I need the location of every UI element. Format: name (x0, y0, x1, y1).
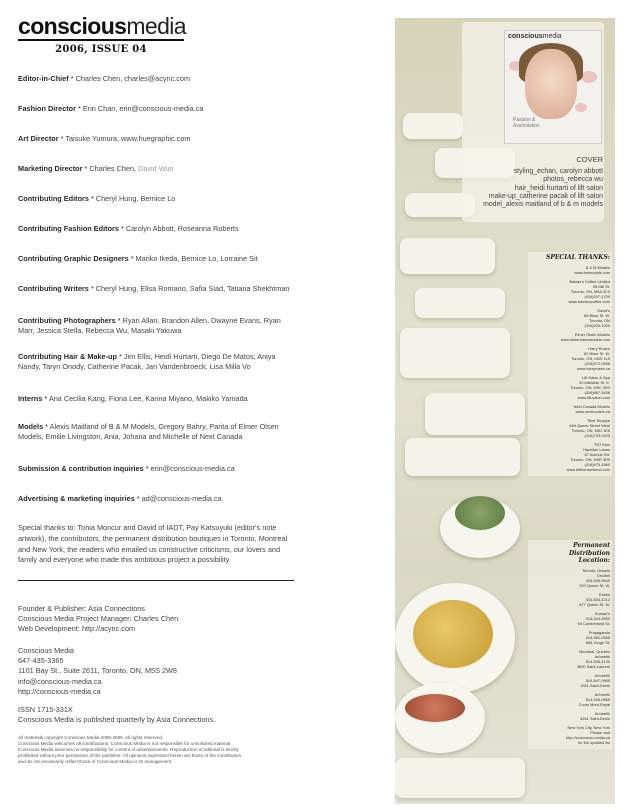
magazine-logo (18, 13, 187, 39)
sponsor-entry-line: 90 Adelaide St. E. (579, 380, 610, 385)
distribution-entry-line: 200 Queen St. W. (579, 582, 610, 588)
sponsor-entry (528, 332, 610, 342)
credit-names: Erin Chan, erin@conscious-media.ca (82, 104, 204, 113)
distribution-entry-line: 416-324-9550 (585, 615, 610, 621)
sponsor-entry (528, 418, 610, 438)
credit-entry: Contributing Fashion Editors * Carolyn Abbott, Roseanna Roberts (18, 224, 239, 233)
logo-bold-text: conscious (18, 13, 127, 39)
credit-names: ad@conscious-media.ca (141, 494, 222, 503)
credit-names: Mariko Ikeda, Bernice Lo, Lorraine Sit (135, 254, 258, 263)
cover-model-face (525, 49, 577, 119)
cover-thumb-logo (508, 33, 562, 40)
credit-entry: Marketing Director * Charles Chen, David Wun (18, 164, 174, 173)
credit-role: Contributing Editors (18, 194, 89, 203)
distribution-entry-line: New York City, New York (567, 724, 610, 730)
distribution-entry-line: Arômetik (594, 653, 610, 659)
credit-names: Cheryl Hung, Elisa Romano, Safia Siad, Tatiana Shekhtman (95, 284, 290, 293)
sponsor-entry-line: www.balzacscoffee.com (568, 299, 610, 304)
sponsor-entry-line: Toronto, ON, M5C 2R4 (570, 385, 610, 390)
cover-thumbnail (504, 30, 602, 144)
distribution-entry-line: Toronto, Ontario (582, 567, 610, 573)
credit-role: Contributing Fashion Editors (18, 224, 119, 233)
distribution-entry (528, 611, 610, 626)
sponsor-entry-line: Lift Salon & Spa (582, 375, 610, 380)
petal-shape (575, 103, 587, 112)
sponsor-entry-line: (416)920-1000 (584, 323, 610, 328)
plate-shape (403, 113, 463, 139)
sponsor-entry-line: 55 Mill St. (592, 284, 610, 289)
thanks-paragraph: Special thanks to: Tonia Moncur and David of IADT, Pay Katsuyuki (editor's note artwork), the contributors, the permanent distribution boutiques in Toronto, Montreal and New York, the readers who emailed us constructive criticisms, our lovers and family and everyone who made this ambitious project a possibility. (18, 523, 288, 565)
credit-names: erin@conscious-media.ca (150, 464, 235, 473)
cover-credit-line: make-up_catherine pacak of lift salon (488, 192, 603, 200)
distribution-entry (528, 673, 610, 688)
credit-role: Contributing Graphic Designers (18, 254, 129, 263)
sponsor-entry-line: 664 Queen Street West (569, 423, 610, 428)
sponsor-entry (528, 308, 610, 328)
publishing-frequency-line: Conscious Media is published quarterly by Asia Connections. (18, 715, 216, 725)
contact-phone: 647-435-3365 (18, 656, 64, 666)
sponsor-entry-line: 66 Bloor St. W. (584, 313, 610, 318)
distribution-entry (528, 725, 610, 745)
sponsor-entry-line: Balzac's Coffee Limited (569, 279, 610, 284)
distribution-entry-line: 416-504-4212 (585, 596, 610, 602)
credit-role: Marketing Director (18, 164, 83, 173)
garnish-shape (455, 496, 505, 530)
sponsor-entry-line: www.elmerolsenmodels.com (560, 337, 610, 342)
section-divider (18, 580, 294, 581)
distribution-entry (528, 649, 610, 669)
fine-print (18, 735, 308, 765)
credit-entry: Contributing Editors * Cheryl Hung, Bernice Lo (18, 194, 176, 203)
contact-email-link[interactable]: info@conscious-media.ca (18, 676, 102, 686)
credit-role: Art Director (18, 134, 59, 143)
sponsor-entry (528, 375, 610, 400)
sponsor-entry (528, 265, 610, 275)
plate-shape (400, 238, 495, 274)
credit-names: Charles Chen, charles@acync.com (75, 74, 191, 83)
contact-website-link[interactable]: http://conscious-media.ca (18, 686, 101, 696)
credit-names: Carolyn Abbott, Roseanna Roberts (125, 224, 239, 233)
credit-entry: Contributing Writers * Cheryl Hung, Elisa Romano, Safia Siad, Tatiana Shekhtman (18, 284, 290, 293)
sponsor-entry-line: www.harryrosen.ca (576, 366, 610, 371)
sponsor-entry-line: (416)867-5438 (584, 390, 610, 395)
credit-role: Interns (18, 394, 43, 403)
credit-role: Contributing Writers (18, 284, 89, 293)
distribution-header-line: Distribution (568, 549, 610, 557)
publisher-line: Founder & Publisher: Asia Connections (18, 604, 145, 613)
distribution-entry-line: 3600 Saint-Laurent (576, 663, 610, 669)
plate-shape (400, 328, 510, 378)
web-development-line: Web Development: http://acync.com (18, 624, 136, 634)
distribution-entry-line: 686 Yonge St. (585, 639, 610, 645)
distribution-entry-line: Eshes (599, 591, 610, 597)
fine-print-line: All materials copyright Conscious Media 2006-2006. All rights reserved. (18, 735, 164, 740)
credit-entry: Editor-in-Chief * Charles Chen, charles@acync.com (18, 74, 191, 83)
distribution-entry-line: Kumari's (594, 610, 610, 616)
cover-credit-line: photos_rebecca wu (543, 176, 603, 184)
credit-role: Contributing Hair & Make-up (18, 352, 117, 361)
credit-entry: Interns * Ana Cecilia Kang, Fiona Lee, Kanna Miyano, Makiko Yamada (18, 394, 248, 403)
sponsor-entry-line: www.nextmodels.ca (575, 409, 610, 414)
sponsor-entry-line: (416)975-1960 (584, 462, 610, 467)
sponsor-entry-line: Toronto, ON, M5A 3C4 (570, 289, 610, 294)
credit-names: Alexis Maitland of B & M Models, Gregory Bahry, Parita of Elmer Olsen Models, Emilie Livingston, Ania, Johana and Michelle of Next Canada (18, 422, 279, 441)
distribution-entry-line: 514-905-4130 (585, 658, 610, 664)
contact-block (18, 646, 294, 697)
sponsor-entry-line: www.bmmodels.com (574, 270, 610, 275)
credit-names-muted: David Wun (138, 164, 174, 173)
distribution-entry-line: Please visit (590, 729, 610, 735)
sponsor-entry (528, 404, 610, 414)
credit-role: Models (18, 422, 44, 431)
cover-thumb-caption (513, 117, 540, 129)
distribution-entry (528, 568, 610, 588)
sponsor-entry-line: (416)703-0423 (584, 433, 610, 438)
credit-names: Jim Ellis, Heidi Hurtarti, Diego De Matos, Aniya Nandy, Taryn Onody, Catherine Pacak, Jan Vandenbroeck, Lisa Milla Vo (18, 352, 276, 371)
plate-shape (415, 288, 505, 318)
cover-credits (463, 156, 603, 209)
issn-line: ISSN 1715-331X (18, 705, 73, 714)
distribution-entry-line: 514-528-0565 (585, 696, 610, 702)
plate-shape (395, 758, 525, 798)
credit-names: Ana Cecilia Kang, Fiona Lee, Kanna Miyano, Makiko Yamada (48, 394, 248, 403)
project-manager-line: Conscious Media Project Manager: Charles Chen (18, 614, 179, 624)
sponsor-entry-line: 87 Avenue Rd. (584, 452, 610, 457)
sponsor-entry (528, 346, 610, 371)
cover-thumb-logo-bold: conscious (508, 33, 543, 40)
credit-entry: Advertising & marketing inquiries * ad@conscious-media.ca (18, 494, 222, 503)
contact-address: 1101 Bay St., Suite 2611, Toronto, ON, M5S 2W8 (18, 666, 177, 676)
distribution-entry (528, 592, 610, 607)
sponsor-entry-line: Toronto, ON, M5S 1L9 (571, 356, 610, 361)
publisher-block (18, 604, 294, 635)
credit-names: Taisuke Yumura, www.huegraphic.com (65, 134, 191, 143)
distribution-entry-line: Cours Mont-Royal (578, 701, 610, 707)
credit-entry: Contributing Graphic Designers * Mariko Ikeda, Bernice Lo, Lorraine Sit (18, 254, 258, 263)
distribution-entry-line: 416-506-9640 (585, 577, 610, 583)
credit-entry: Contributing Photographers * Ryan Allan, Brandon Allen, Dwayne Evans, Ryan Marr, Jessica Stella, Rebecca Wu, Masaki Yakuwa (18, 316, 281, 335)
sponsor-entry-line: David's (597, 308, 610, 313)
distribution-entry-line: Arômetik (594, 710, 610, 716)
sponsor-entry (528, 442, 610, 472)
credit-entry: Models * Alexis Maitland of B & M Models, Gregory Bahry, Parita of Elmer Olsen Models, Emilie Livingston, Ania, Johana and Michelle of Next Canada (18, 422, 279, 441)
fine-print-line: Conscious Media welcomes all contributions. Conscious Media is not responsible for unsolicited material. (18, 741, 232, 746)
credit-names: Cheryl Hung, Bernice Lo (95, 194, 176, 203)
credit-names: Charles Chen, (89, 164, 139, 173)
oil-shape (413, 600, 493, 668)
masthead (18, 13, 187, 60)
cover-thumb-caption-line: Passion & (513, 117, 536, 123)
fine-print-line: prohibited without prior permission of the publisher. All opinions expressed herein are those of the contributors (18, 753, 242, 758)
distribution-header (528, 542, 610, 565)
cover-credit-line: styling_echan, carolyn abbott (513, 168, 603, 176)
distribution-header-line: Location: (578, 557, 610, 564)
credit-entry: Contributing Hair & Make-up * Jim Ellis, Heidi Hurtarti, Diego De Matos, Aniya Nandy, Taryn Onody, Catherine Pacak, Jan Vandenbroeck, Lisa Milla Vo (18, 352, 276, 371)
sponsor-entry-line: B & M Models (585, 265, 610, 270)
distribution-entry (528, 630, 610, 645)
sponsor-entry-line: TNT Man (593, 442, 610, 447)
distribution-entry (528, 711, 610, 721)
sponsor-entry-line: Tibet Shoppe (587, 418, 610, 423)
distribution-entry-line: Montreal, Quebec (579, 648, 610, 654)
credit-role: Editor-in-Chief (18, 74, 69, 83)
sponsor-entry-line: Elmer Olsen Models (574, 332, 610, 337)
distribution-entry-line: for the updated list (577, 739, 610, 745)
issue-label: 2006, ISSUE 04 (55, 44, 147, 55)
cover-thumb-logo-light: media (542, 33, 562, 40)
credit-role: Contributing Photographers (18, 316, 116, 325)
cover-label: COVER (576, 155, 603, 164)
petal-shape (581, 71, 597, 83)
distribution-entry-line: 94 Cumberland St. (577, 620, 610, 626)
cover-thumb-caption-line: Assimilation (513, 123, 540, 129)
distribution-entry-line: Arômetik (594, 691, 610, 697)
credit-names: Ryan Allan, Brandon Allen, Dwayne Evans, Ryan Marr, Jessica Stella, Rebecca Wu, Masaki Yakuwa (18, 316, 281, 335)
sauce-shape (405, 694, 465, 722)
sponsor-entry (528, 279, 610, 304)
distribution-header-line: Permanent (573, 542, 610, 549)
credit-entry: Fashion Director * Erin Chan, erin@conscious-media.ca (18, 104, 204, 113)
special-thanks-header: SPECIAL THANKS: (546, 254, 610, 261)
sponsor-entry-line: 82 Bloor St. W. (584, 351, 610, 356)
sponsor-entry-line: Toronto, ON, M5R 3R9 (570, 457, 610, 462)
plate-shape (405, 438, 520, 476)
fine-print-line: and do not necessarily reflect those of Conscious Media or its management. (18, 759, 173, 764)
credit-entry: Submission & contribution inquiries * erin@conscious-media.ca (18, 464, 235, 473)
sponsor-entry-line: (416)972-0556 (584, 361, 610, 366)
sponsor-entry-line: Harry Rosen (588, 346, 610, 351)
distribution-entry-line: Arômetik (594, 672, 610, 678)
sponsor-entry-line: www.lift-salon.com (577, 395, 610, 400)
special-thanks-panel (528, 252, 612, 476)
cover-credit-line: hair_heidi hurtarti of lift salon (514, 184, 603, 192)
contact-name: Conscious Media (18, 646, 74, 655)
fine-print-line: Conscious Media assumes no responsibility for content of advertisements. Reproduction of editorial is strictly (18, 747, 239, 752)
sponsor-entry-line: www.tntthenewtrend.com (566, 467, 610, 472)
logo-underline (18, 39, 184, 41)
distribution-entry-line: 2011 Saint-Denis (580, 682, 610, 688)
credit-role: Submission & contribution inquiries (18, 464, 144, 473)
distribution-entry-line: 677 Queen St. W. (579, 601, 610, 607)
issn-block (18, 705, 294, 725)
distribution-entry-line: 416-961-0555 (585, 634, 610, 640)
credit-role: Advertising & marketing inquiries (18, 494, 135, 503)
sponsor-entry-line: Next Canada Models (573, 404, 610, 409)
sponsor-entry-line: Hazelton Lanes (582, 447, 610, 452)
cover-credit-line: model_alexis maitland of b & m models (483, 201, 603, 209)
credit-entry: Art Director * Taisuke Yumura, www.huegraphic.com (18, 134, 191, 143)
credit-role: Fashion Director (18, 104, 76, 113)
distribution-entry (528, 692, 610, 707)
distribution-entry-line: Decibel (597, 572, 610, 578)
distribution-entry-line: Propaganda (588, 629, 610, 635)
plate-shape (425, 393, 525, 435)
sponsor-entry-line: (416)207-1709 (584, 294, 610, 299)
distribution-panel (528, 540, 612, 749)
sponsor-entry-line: Toronto, ON, M6J 1E5 (571, 428, 610, 433)
logo-light-text: media (126, 13, 187, 39)
distribution-entry-line: 4261 Saint-Denis (580, 715, 610, 721)
distribution-entry-line: http://conscious-media.ca (565, 734, 610, 740)
distribution-entry-line: 514-847-0965 (585, 677, 610, 683)
sponsor-entry-line: Toronto, ON (589, 318, 610, 323)
